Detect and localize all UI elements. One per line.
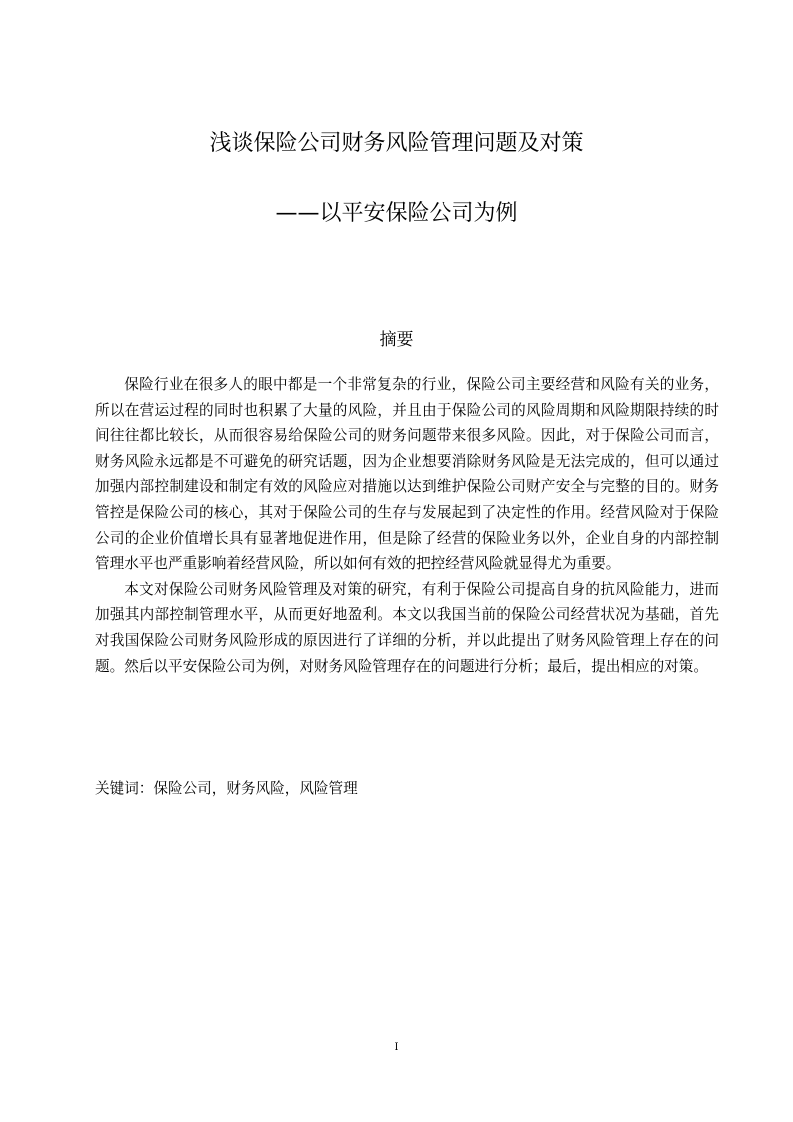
abstract-heading: 摘要 <box>379 330 414 350</box>
page-number: I <box>394 1042 399 1053</box>
document-title: 浅谈保险公司财务风险管理问题及对策 <box>209 131 584 156</box>
abstract-body <box>95 372 719 679</box>
abstract-paragraph-2: 本文对保险公司财务风险管理及对策的研究，有利于保险公司提高自身的抗风险能力，进而加强其内部控制管理水平，从而更好地盈利。本文以我国当前的保险公司经营状况为基础，首先对我国保险公司财务风险形成的原因进行了详细的分析，并以此提出了财务风险管理上存在的问题。然后以平安保险公司为例，对财务风险管理存在的问题进行分析；最后，提出相应的对策。 <box>95 580 719 675</box>
keywords-line: 关键词：保险公司，财务风险，风险管理 <box>95 780 358 797</box>
document-subtitle: ——以平安保险公司为例 <box>275 201 518 226</box>
abstract-paragraph-1: 保险行业在很多人的眼中都是一个非常复杂的行业，保险公司主要经营和风险有关的业务，所以在营运过程的同时也积累了大量的风险，并且由于保险公司的风险周期和风险期限持续的时间往往都比较长，从而很容易给保险公司的财务问题带来很多风险。因此，对于保险公司而言，财务风险永远都是不可避免的研究话题，因为企业想要消除财务风险是无法完成的，但可以通过加强内部控制建设和制定有效的风险应对措施以达到维护保险公司财产安全与完整的目的。财务管控是保险公司的核心，其对于保险公司的生存与发展起到了决定性的作用。经营风险对于保险公司的企业价值增长具有显著地促进作用，但是除了经营的保险业务以外，企业自身的内部控制管理水平也严重影响着经营风险，所以如何有效的把控经营风险就显得尤为重要。 <box>95 376 719 573</box>
